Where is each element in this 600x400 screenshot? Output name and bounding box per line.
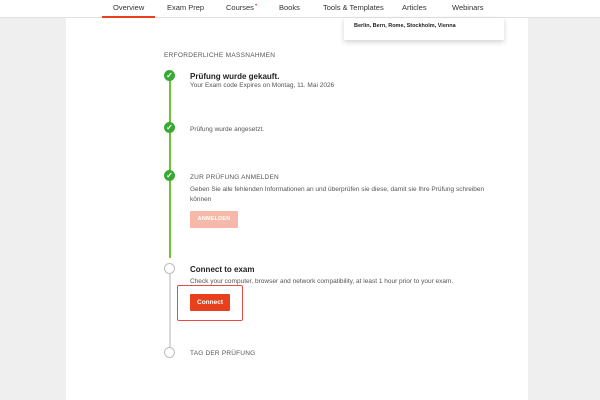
locations-popover: [344, 18, 504, 40]
step-exam-day-label: TAG DER PRÜFUNG: [190, 350, 256, 357]
step-purchased-expiry: Your Exam code Expires on Montag, 11. Mai 2026: [190, 82, 335, 89]
main-card: [66, 18, 528, 400]
step-scheduled-text: Prüfung wurde angesetzt.: [190, 126, 265, 133]
nav-tab-webinars[interactable]: Webinars: [452, 3, 484, 12]
timeline-progress-line: [169, 80, 171, 258]
check-icon: ✓: [164, 170, 175, 181]
step-register-description: Geben Sie alle fehlenden Informationen an und überprüfen sie diese, damit sie Ihre Prüfung schreiben können: [190, 186, 485, 203]
nav-tab-articles[interactable]: Articles: [402, 3, 427, 12]
section-title: ERFORDERLICHE MASSNAHMEN: [164, 52, 276, 59]
top-navigation: [0, 0, 600, 18]
check-icon: ✓: [164, 122, 175, 133]
nav-tab-courses[interactable]: [226, 3, 257, 12]
step-pending-circle-icon: [164, 347, 175, 358]
step-connect-title: Connect to exam: [190, 265, 255, 274]
connect-button[interactable]: Connect: [190, 294, 230, 311]
register-button: ANMELDEN: [190, 211, 238, 228]
step-connect-text: Check your computer, browser and network compatibility, at least 1 hour prior to your exam.: [190, 278, 454, 285]
timeline-pending-line: [169, 270, 171, 352]
nav-tab-exam-prep[interactable]: Exam Prep: [167, 3, 205, 12]
locations-text: Berlin, Bern, Rome, Stockholm, Vienna: [354, 23, 456, 29]
step-register-label: ZUR PRÜFUNG ANMELDEN: [190, 174, 279, 181]
nav-tab-courses-label: Courses: [226, 3, 254, 12]
nav-tab-overview[interactable]: Overview: [113, 3, 145, 12]
nav-tab-books[interactable]: Books: [279, 3, 300, 12]
new-indicator-dot: •: [254, 3, 258, 9]
step-purchased-title: Prüfung wurde gekauft.: [190, 72, 280, 81]
nav-tab-tools-templates[interactable]: Tools & Templates: [323, 3, 384, 12]
check-icon: ✓: [164, 70, 175, 81]
step-pending-circle-icon: [164, 263, 175, 274]
